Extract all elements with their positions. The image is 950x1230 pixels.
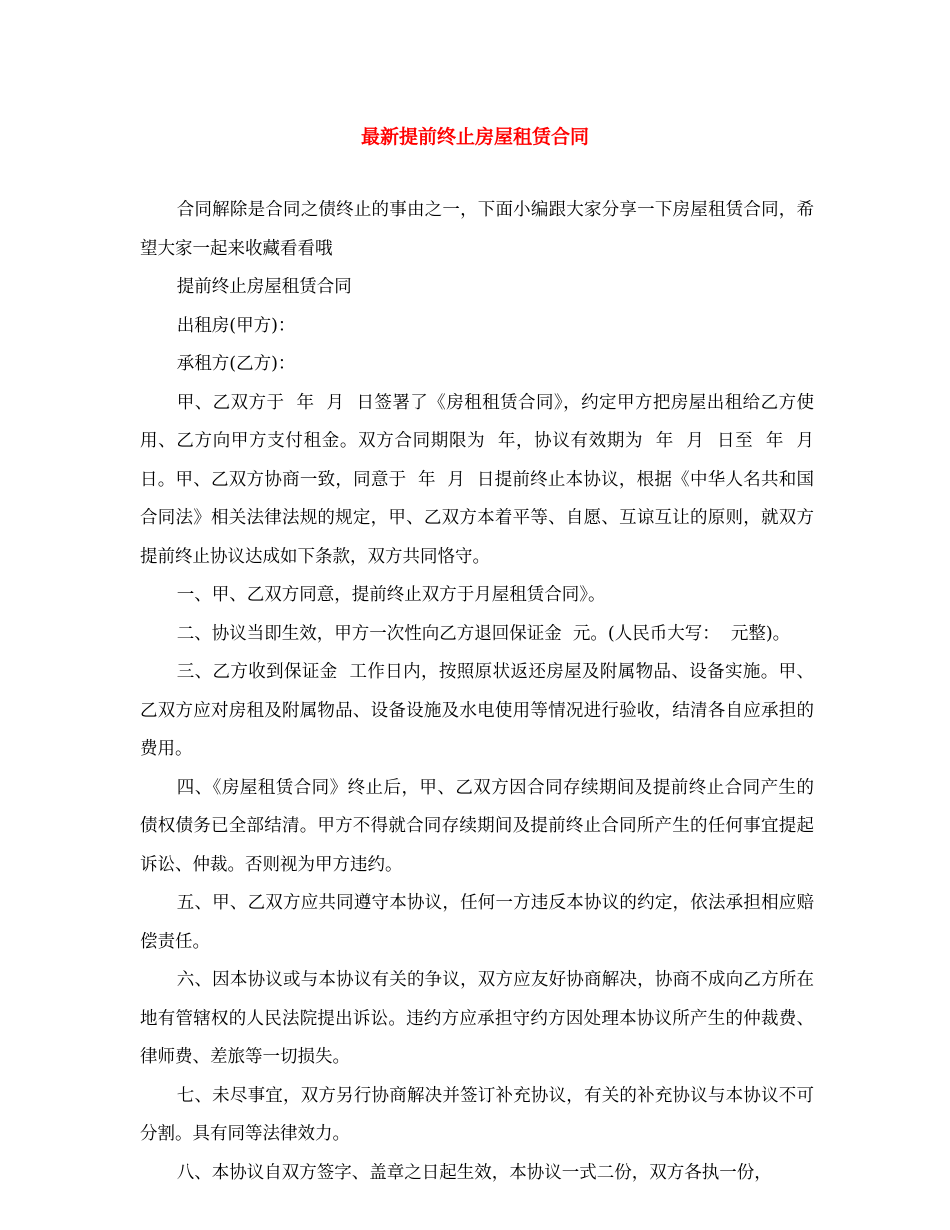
contract-heading: 提前终止房屋租赁合同 — [176, 277, 352, 297]
clause-1: 一、甲、乙双方同意，提前终止双方于月屋租赁合同》。 — [176, 585, 606, 605]
clause-2: 二、协议当即生效，甲方一次性向乙方退回保证金 元。(人民币大写： 元整)。 — [176, 623, 791, 644]
clause-7: 七、未尽事宜，双方另行协商解决并签订补充协议，有关的补充协议与本协议不可分割。具有同等法律效力。 — [140, 1085, 814, 1144]
document-body — [140, 191, 826, 1192]
preamble-paragraph: 甲、乙双方于 年 月 日签署了《房租租赁合同》，约定甲方把房屋出租给乙方使用、乙方向甲方支付租金。双方合同期限为 年，协议有效期为 年 月 日至 年 月 日。甲、乙双方协商一致，同意于 年 月 日提前终止本协议，根据《中华人名共和国合同法》相关法律法规的规定，甲、乙双方本着平等、自愿、互谅互让的原则，就双方提前终止协议达成如下条款，双方共同恪守。 — [140, 392, 826, 567]
clause-3: 三、乙方收到保证金 工作日内，按照原状返还房屋及附属物品、设备实施。甲、乙双方应对房租及附属物品、设备设施及水电使用等情况进行验收，结清各自应承担的费用。 — [140, 662, 814, 759]
page-title: 最新提前终止房屋租赁合同 — [360, 126, 589, 148]
lessor-line: 出租房(甲方)： — [176, 315, 296, 336]
clause-4: 四、《房屋租赁合同》终止后，甲、乙双方因合同存续期间及提前终止合同产生的债权债务已全部结清。甲方不得就合同存续期间及提前终止合同所产生的任何事宜提起诉讼、仲裁。否则视为甲方违约。 — [140, 777, 814, 875]
clause-8: 八、本协议自双方签字、盖章之日起生效，本协议一式二份，双方各执一份， — [176, 1162, 772, 1183]
clause-6: 六、因本协议或与本协议有关的争议，双方应友好协商解决，协商不成向乙方所在地有管辖权的人民法院提出诉讼。违约方应承担守约方因处理本协议所产生的仲裁费、律师费、差旅等一切损失。 — [140, 970, 814, 1067]
lessee-line: 承租方(乙方)： — [176, 354, 296, 374]
clause-5: 五、甲、乙双方应共同遵守本协议，任何一方违反本协议的约定，依法承担相应赔偿责任。 — [140, 893, 814, 952]
intro-paragraph: 合同解除是合同之债终止的事由之一，下面小编跟大家分享一下房屋租赁合同，希望大家一起来收藏看看哦 — [140, 200, 814, 259]
